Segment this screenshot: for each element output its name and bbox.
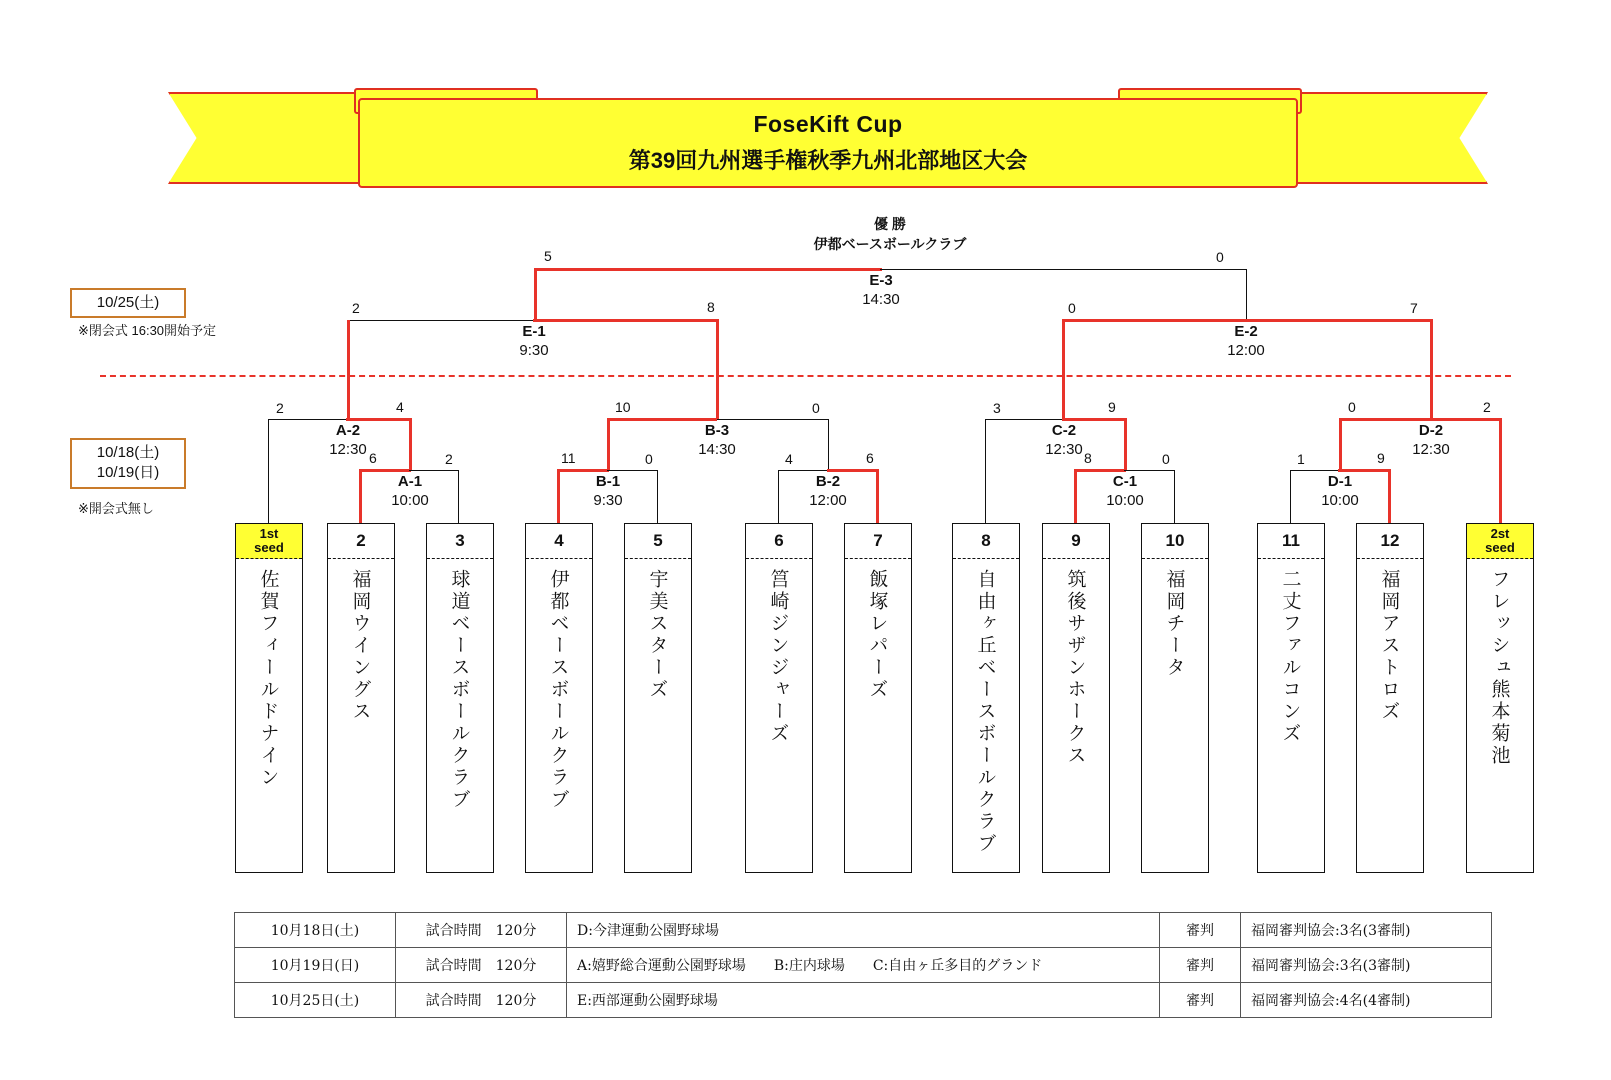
banner-title-jp: 第39回九州選手権秋季九州北部地区大会 [628, 148, 1028, 173]
team-seed-13-line1: 2st [1490, 526, 1510, 542]
score-e2-left: 0 [1068, 300, 1076, 316]
team-box-2[interactable] [327, 523, 395, 873]
line-d2-seed [1499, 418, 1502, 524]
team-box-5[interactable] [624, 523, 692, 873]
table-row [235, 983, 1492, 1018]
score-e3-left: 5 [544, 248, 552, 264]
date-box-line1: 10/18(土) [96, 444, 160, 461]
line-c1-right [1124, 470, 1174, 471]
match-C-2-id: C-2 [1051, 422, 1077, 439]
match-B-2 [782, 473, 874, 511]
line-c2-up [1062, 319, 1065, 419]
schedule-info-table [234, 912, 1492, 1018]
line-d1-left [1290, 470, 1342, 471]
team-number-11: 11 [1258, 524, 1324, 559]
champion-label: 優 勝 [874, 216, 906, 232]
score-a2-left: 2 [276, 400, 284, 416]
line-a1-left [359, 469, 411, 472]
match-D-1 [1294, 473, 1386, 511]
team-seed-1-line1: 1st [259, 526, 279, 542]
score-a1-left: 6 [369, 450, 377, 466]
info-ump-3: 福岡審判協会:4名(4審制) [1241, 983, 1492, 1018]
match-C-1-time: 10:00 [1106, 491, 1144, 509]
team-box-3[interactable] [426, 523, 494, 873]
line-d1-team11 [1290, 470, 1291, 524]
team-name-1: 佐賀フィールドナイン [257, 569, 280, 789]
info-ump-label-3: 審判 [1160, 983, 1241, 1018]
info-venues-1: D:今津運動公園野球場 [567, 913, 1160, 948]
champion-team: 伊都ベースボールクラブ [813, 235, 967, 252]
team-number-12: 12 [1357, 524, 1423, 559]
team-name-11: 二丈ファルコンズ [1279, 569, 1302, 745]
line-a1-team3 [458, 470, 459, 524]
team-number-2: 2 [328, 524, 394, 559]
line-a1-up [409, 418, 412, 470]
line-b1-right [607, 470, 657, 471]
line-e1-left [347, 320, 535, 321]
match-E-2-id: E-2 [1234, 323, 1258, 340]
info-duration-3: 試合時間 120分 [396, 983, 567, 1018]
score-a2-right: 4 [396, 399, 404, 415]
team-number-8: 8 [953, 524, 1019, 559]
score-d1-right: 9 [1377, 450, 1385, 466]
team-number-7: 7 [845, 524, 911, 559]
team-box-11[interactable] [1257, 523, 1325, 873]
match-E-2-time: 12:00 [1227, 341, 1265, 359]
match-E-1-time: 9:30 [519, 341, 549, 359]
match-B-2-time: 12:00 [809, 491, 847, 509]
match-B-3-id: B-3 [704, 422, 730, 439]
line-d1-up [1339, 418, 1342, 470]
table-row [235, 948, 1492, 983]
match-A-1-id: A-1 [397, 473, 423, 490]
line-c2-team8 [985, 419, 986, 524]
match-E-2 [1200, 323, 1292, 361]
info-venues-3: E:西部運動公園野球場 [567, 983, 1160, 1018]
team-box-6[interactable] [745, 523, 813, 873]
banner-right-tail [1284, 92, 1488, 184]
line-b3-up [716, 319, 719, 419]
line-a1-team2 [359, 469, 362, 524]
match-E-1 [488, 323, 580, 361]
match-D-2-id: D-2 [1418, 422, 1444, 439]
info-ump-2: 福岡審判協会:3名(3審制) [1241, 948, 1492, 983]
line-e2-rightarm [1246, 319, 1432, 322]
score-b2-right: 6 [866, 450, 874, 466]
line-e1-right [533, 319, 719, 322]
match-A-2-time: 12:30 [329, 440, 367, 458]
team-number-5: 5 [625, 524, 691, 559]
score-b1-left: 11 [561, 450, 576, 466]
team-box-7[interactable] [844, 523, 912, 873]
team-seed-1-line2: seed [254, 540, 284, 555]
team-number-4: 4 [526, 524, 592, 559]
line-c2-right [1062, 418, 1126, 421]
line-c1-team9 [1074, 469, 1077, 524]
team-name-12: 福岡アストロズ [1378, 569, 1401, 723]
match-E-3-time: 14:30 [862, 290, 900, 308]
date-box-1025: 10/25(土) [70, 288, 186, 318]
line-b2-team6 [778, 470, 779, 524]
line-a2-left [268, 419, 348, 420]
score-c1-right: 0 [1162, 451, 1170, 467]
team-name-8: 自由ヶ丘ベースボールクラブ [974, 569, 997, 855]
score-b3-right: 0 [812, 400, 820, 416]
line-b2-team7 [876, 469, 879, 524]
line-e2-leftarm [1062, 319, 1248, 322]
team-number-3: 3 [427, 524, 493, 559]
line-b3-right [717, 419, 829, 420]
info-duration-1: 試合時間 120分 [396, 913, 567, 948]
score-b1-right: 0 [645, 451, 653, 467]
team-box-1[interactable] [235, 523, 303, 873]
line-d2-left [1339, 418, 1431, 421]
line-b2-up [828, 419, 829, 471]
match-B-3-time: 14:30 [698, 440, 736, 458]
match-E-3-id: E-3 [869, 272, 893, 289]
line-c1-up [1124, 418, 1127, 470]
score-c1-left: 8 [1084, 450, 1092, 466]
line-b1-up [607, 418, 610, 470]
team-box-10[interactable] [1141, 523, 1209, 873]
team-number-10: 10 [1142, 524, 1208, 559]
score-e1-right: 8 [707, 299, 715, 315]
banner-center [358, 98, 1298, 188]
line-a2-team1 [268, 419, 269, 524]
info-date-2: 10月19日(日) [235, 948, 396, 983]
score-c2-right: 9 [1108, 399, 1116, 415]
info-duration-2: 試合時間 120分 [396, 948, 567, 983]
match-A-2 [302, 422, 394, 460]
round-divider [100, 375, 1511, 377]
line-e3-right [880, 269, 1246, 270]
match-A-1 [364, 473, 456, 511]
match-C-2 [1018, 422, 1110, 460]
team-seed-13 [1467, 524, 1533, 559]
info-date-3: 10月25日(土) [235, 983, 396, 1018]
match-C-1-id: C-1 [1112, 473, 1138, 490]
match-C-2-time: 12:30 [1045, 440, 1083, 458]
team-name-9: 筑後サザンホークス [1064, 569, 1087, 767]
line-b2-left [778, 470, 830, 471]
team-name-3: 球道ベースボールクラブ [448, 569, 471, 811]
line-c1-left [1074, 469, 1126, 472]
team-box-13[interactable] [1466, 523, 1534, 873]
match-B-3 [671, 422, 763, 460]
match-B-1 [562, 473, 654, 511]
line-e3-left [534, 268, 882, 271]
team-name-5: 宇美スターズ [646, 569, 669, 701]
line-b2-right [827, 469, 879, 472]
team-name-10: 福岡チータ [1163, 569, 1186, 679]
match-E-3 [835, 272, 927, 310]
match-C-1 [1079, 473, 1171, 511]
team-name-4: 伊都ベースボールクラブ [547, 569, 570, 811]
info-date-1: 10月18日(土) [235, 913, 396, 948]
match-D-2 [1385, 422, 1477, 460]
team-box-12[interactable] [1356, 523, 1424, 873]
team-name-7: 飯塚レパーズ [866, 569, 889, 701]
team-number-9: 9 [1043, 524, 1109, 559]
team-box-9[interactable] [1042, 523, 1110, 873]
info-ump-label-2: 審判 [1160, 948, 1241, 983]
team-seed-1 [236, 524, 302, 559]
score-d2-left: 0 [1348, 399, 1356, 415]
date-box-1018-1019 [70, 438, 186, 489]
line-c2-left [985, 419, 1065, 420]
line-e1-up [534, 268, 537, 320]
score-c2-left: 3 [993, 400, 1001, 416]
score-e1-left: 2 [352, 300, 360, 316]
line-b1-team4 [557, 469, 560, 524]
line-b1-left [557, 469, 609, 472]
line-d2-up [1430, 319, 1433, 419]
match-D-1-time: 10:00 [1321, 491, 1359, 509]
team-box-4[interactable] [525, 523, 593, 873]
match-B-1-time: 9:30 [593, 491, 623, 509]
line-a1-right [409, 470, 459, 471]
score-b3-left: 10 [615, 399, 631, 415]
match-A-1-time: 10:00 [391, 491, 429, 509]
line-c1-team10 [1174, 470, 1175, 524]
team-number-6: 6 [746, 524, 812, 559]
info-ump-1: 福岡審判協会:3名(3審制) [1241, 913, 1492, 948]
banner-left-tail [168, 92, 372, 184]
line-d1-team12 [1388, 469, 1391, 524]
team-name-6: 筥崎ジンジャーズ [767, 569, 790, 745]
team-seed-13-line2: seed [1485, 540, 1515, 555]
score-e2-right: 7 [1410, 300, 1418, 316]
match-B-1-id: B-1 [595, 473, 621, 490]
line-d1-right [1338, 469, 1390, 472]
score-d2-right: 2 [1483, 399, 1491, 415]
match-D-1-id: D-1 [1327, 473, 1353, 490]
info-ump-label-1: 審判 [1160, 913, 1241, 948]
date-box-line2: 10/19(日) [96, 464, 160, 482]
score-b2-left: 4 [785, 451, 793, 467]
team-name-2: 福岡ウイングス [349, 569, 372, 723]
line-d2-right [1429, 418, 1501, 421]
line-b1-team5 [657, 470, 658, 524]
line-b3-left [607, 418, 717, 421]
line-a2-right [346, 418, 412, 421]
banner-title-en: FoseKift Cup [753, 111, 903, 137]
team-name-13: フレッシュ熊本菊池 [1488, 569, 1511, 767]
line-e2-up [1246, 269, 1247, 321]
champion-block [780, 215, 1000, 254]
title-banner [168, 84, 1488, 194]
score-a1-right: 2 [445, 451, 453, 467]
table-row [235, 913, 1492, 948]
team-box-8[interactable] [952, 523, 1020, 873]
date-note-1025: ※閉会式 16:30開始予定 [78, 323, 217, 338]
info-venues-2: A:嬉野総合運動公園野球場 B:庄内球場 C:自由ヶ丘多目的グランド [567, 948, 1160, 983]
score-e3-right: 0 [1216, 249, 1224, 265]
match-A-2-id: A-2 [335, 422, 361, 439]
date-note-1018: ※開会式無し [78, 501, 154, 516]
match-E-1-id: E-1 [522, 323, 546, 340]
match-B-2-id: B-2 [815, 473, 841, 490]
line-a2-up [347, 320, 350, 420]
score-d1-left: 1 [1297, 451, 1305, 467]
match-D-2-time: 12:30 [1412, 440, 1450, 458]
